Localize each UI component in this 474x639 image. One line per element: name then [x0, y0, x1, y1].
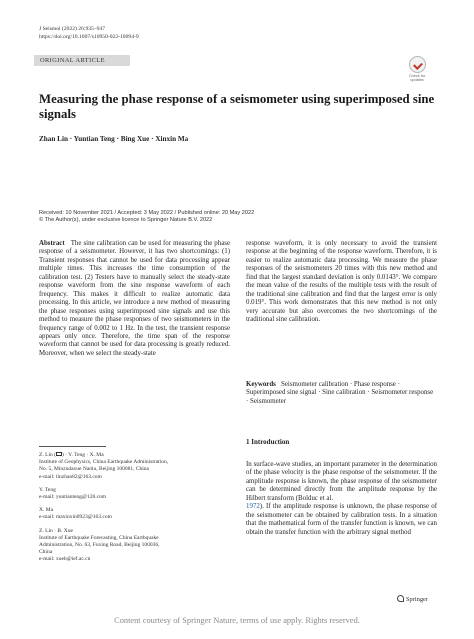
check-for-updates-icon	[409, 56, 426, 73]
affiliations	[39, 452, 230, 570]
abstract-label: Abstract	[39, 240, 65, 247]
author-list: Zhan Lin · Yuntian Teng · Bing Xue · Xinxin Ma	[39, 135, 189, 143]
introduction-text: In surface-wave studies, an important parameter in the determination of the phase velocity is the phase response of the seismometer. If the amplitude response is known, the phase response of the seismometer can be determined directly from the amplitude response by the Hilbert transform (Bolduc et al. 1972). If the amplitude response is unknown, the phase response of the seismometer can be obtained by calibration tests. In a situation that the mathematical form of the transfer function is known, we can obtain the transfer function with the arbitrary signal method	[246, 461, 437, 536]
journal-header	[39, 26, 139, 41]
article-title: Measuring the phase response of a seismometer using superimposed sine signals	[39, 92, 435, 121]
check-for-updates-button[interactable]	[402, 56, 432, 84]
keywords-label: Keywords	[246, 381, 276, 388]
history-dates: Received: 10 November 2021 / Accepted: 3 May 2022 / Published online: 20 May 2022	[39, 210, 255, 216]
email-link[interactable]: e-mail: linzhan82@163.com	[39, 473, 102, 480]
keywords	[246, 381, 437, 406]
abstract-text: The sine calibration can be used for measuring the phase response of a seismometer. However, it has two shortcomings: (1) Transient responses that cannot be used for data processing appear multiple times. This increases the time consumption of the calibration test. (2) Testers have to manually select the steady-state response waveform from the sine response waveform of each frequency. This makes it difficult to realize automatic data processing. In this article, we introduce a new method of measuring the phase responses using superimposed sine signals and use this method to measure the phase responses of two seismometers in the frequency range of 0.002 to 1 Hz. In the test, the transient response appears only once. Therefore, the time span of the response waveform that cannot be used for data processing is greatly reduced. Moreover, when we select the steady-state	[39, 240, 231, 357]
journal-citation: J Seismol (2022) 26:935–947	[39, 26, 106, 32]
abstract-continuation: response waveform, it is only necessary to avoid the transient response at the beginning of the response waveform. Therefore, it is easier to realize automatic data processing. We measure the phase responses of the seismometers 20 times with this new method and find that the largest standard deviation is only 0.0143°. We compare the mean value of the results of the multiple tests with the result of the traditional sine calibration and find that the largest error is only 0.019°. This work demonstrates that this new method is not only very accurate but also overcomes the two shortcomings of the traditional sine calibration.	[246, 240, 437, 324]
abstract	[39, 240, 230, 358]
affiliation-2: Y. Teng e-mail: yuntianteng@126.com	[39, 487, 230, 501]
publisher-logo: Springer	[397, 595, 428, 603]
affiliation-1: Z. Lin ( ) · Y. Teng · X. Ma Institute of Geophysics, China Earthquake Administration, No. 5, Minzudaxue Nanlu, Beijing 100081, China e-mail: linzhan82@163.com	[39, 452, 230, 481]
doi-link[interactable]: https://doi.org/10.1007/s10950-022-10094-9	[39, 33, 139, 40]
courtesy-footer: Content courtesy of Springer Nature, terms of use apply. Rights reserved.	[114, 616, 360, 625]
section-heading-introduction: 1 Introduction	[246, 438, 290, 446]
affiliation-3: X. Ma e-mail: maxinxin0923@163.com	[39, 507, 230, 521]
check-for-updates-label: Check for updates	[408, 74, 426, 83]
copyright-notice: © The Author(s), under exclusive licence to Springer Nature B.V. 2022	[39, 217, 213, 224]
citation-link[interactable]: 1972	[246, 503, 260, 511]
email-link[interactable]: e-mail: maxinxin0923@163.com	[39, 514, 112, 521]
publication-dates	[39, 210, 254, 225]
springer-horse-icon	[397, 595, 404, 602]
article-type-badge: ORIGINAL ARTICLE	[34, 55, 130, 66]
footnote-divider	[39, 446, 106, 447]
email-link[interactable]: e-mail: yuntianteng@126.com	[39, 494, 107, 501]
email-link[interactable]: e-mail: xueb@ief.ac.cn	[39, 556, 91, 563]
keywords-text: Seismometer calibration · Phase response · Superimposed sine signal · Sine calibration · Seismometer response · Seismometer	[246, 381, 434, 405]
affiliation-4: Z. Lin · B. Xue Institute of Earthquake Forecasting, China Earthquake Administration, No. 63, Fuxing Road, Beijing 100036, China e-mail: xueb@ief.ac.cn	[39, 528, 230, 564]
